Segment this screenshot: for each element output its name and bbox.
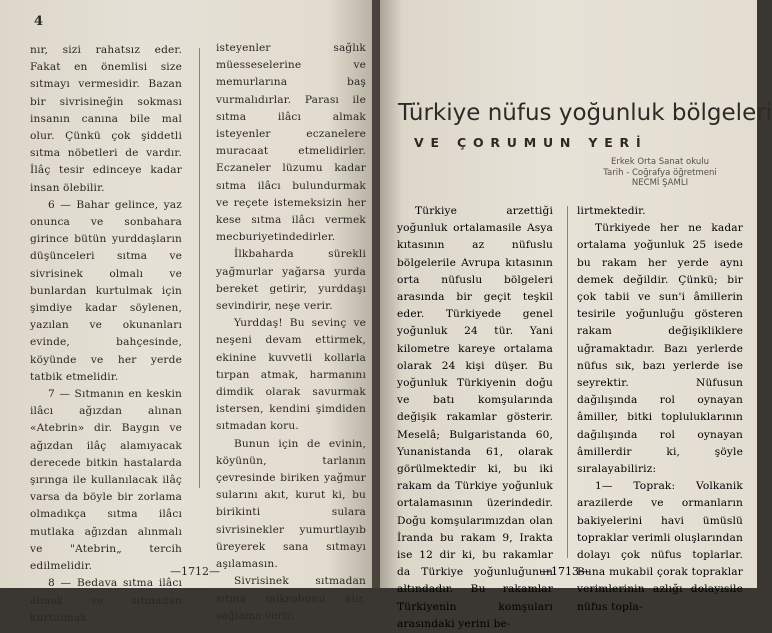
left-column-1 <box>30 42 182 627</box>
paragraph: 1— Toprak: Volkanik arazilerde ve ormanların bakiyelerini havi ümüslü topraklar verimli oluşlarından dolayı çok nüfus toplarlar. Buna mukabil çorak topraklar verimlerinin azlığı dolayısile nüfus topla- <box>577 480 743 613</box>
paragraph: Yurddaş! Bu sevinç ve neşeni devam ettirmek, ekinine kuvvetli kollarla tırpan atmak, harmanını dimdik olarak savurmak istersen, kendini şimdiden sıtmadan koru. <box>216 317 366 433</box>
paragraph: nır, sizi rahatsız eder. Fakat en önemlisi size sıtmayı vermesidir. Bazan bir sivrisineğin sokması insanın canına bile mal olur. Çünkü çok şiddetli sıtma nöbetleri de vardır. İlâç tesir edinceye kadar insan ölebilir. <box>30 44 182 194</box>
author-block <box>590 157 730 189</box>
paragraph: Sivrisinek sıtmadan sıtma mikrobunu alır, sağlama verir. <box>216 575 366 622</box>
page-footer: —1712— <box>170 565 220 578</box>
paragraph: 6 — Bahar gelince, yaz onunca ve sonbahara girince bütün yurddaşların düşünceleri sıtma ve sivrisinek olmalı ve bunlardan kurtulmak için şimdiye kadar söylenen, yazılan ve okunanları evinde, bahçesinde, köyünde ve her yerde tatbik etmelidir. <box>30 198 182 383</box>
paragraph: İlkbaharda sürekli yağmurlar yağarsa yurda bereket getirir, yurddaşı sevindirir, neşe verir. <box>216 248 366 313</box>
article-title: Türkiye nüfus yoğunluk bölgeleri <box>398 100 772 126</box>
column-divider <box>567 206 568 558</box>
paragraph: Türkiye arzettiği yoğunluk ortalamasile Asya kıtasının az nüfuslu bölgelerile Avrupa kıtasının orta nüfuslu bölgeleri arasında bir geçit teşkil eder. Türkiyede genel yoğunluk 24 tür. Yani kilometre kareye ortalama olarak 24 kişi düşer. Bu yoğunluk Türkiyenin doğu ve batı komşularında değişik rakamlar gösterir. Meselâ; Bulgaristanda 60, Yunanistanda 61, olarak görülmektedir ki, bu iki rakam da Türkiye yoğunluk ortalamasının üzerindedir. Doğu komşularımızdan olan İranda bu rakam 9, Irakta ise 12 dir ki, bu rakamlar da Türkiye yoğunluğunun altındadır. Bu rakamlar Türkiyenin komşuları arasındaki yerini be- <box>397 205 553 630</box>
left-page <box>0 0 372 624</box>
author-line: Erkek Orta Sanat okulu <box>611 157 709 167</box>
right-column-1 <box>397 203 553 633</box>
paragraph: Bunun için de evinin, köyünün, tarlanın çevresinde biriken yağmur sularını akıt, kurut ki, bu birikinti sulara sivrisinekler yumurtlayıb üreyerek sana sıtmayı aşılamasın. <box>216 437 366 571</box>
paragraph: 8 — Bedava sıtma ilâcı almak ve sıtmadan kurtulmak <box>30 577 182 624</box>
book-gutter <box>372 0 380 588</box>
page-footer: —1713— <box>540 565 590 578</box>
page-number: 4 <box>34 14 44 29</box>
author-line: Tarih - Coğrafya öğretmeni <box>603 167 717 178</box>
paragraph: lirtmektedir. <box>577 205 646 217</box>
right-column-2 <box>577 203 743 616</box>
article-subtitle: VE ÇORUMUN YERİ <box>414 135 648 150</box>
column-divider <box>199 48 200 488</box>
paragraph: isteyenler sağlık müesseselerine ve memurlarına baş vurmalıdırlar. Parası ile sıtma ilâcı almak isteyenler eczanelere muracaat etmelidirler. Eczaneler lüzumu kadar sıtma ilâcı bulundurmak ve reçete istemeksizin her kese sıtma ilâcı vermek mecburiyetindedirler. <box>216 42 366 244</box>
left-column-2 <box>216 40 366 625</box>
author-name: NECMİ ŞAMLI <box>631 178 689 188</box>
paragraph: Türkiyede her ne kadar ortalama yoğunluk 25 isede bu rakam her yerde aynı demek değildir. Çünkü; bir çok tabii ve sun'i âmillerin tesirile yoğunluğu gösteren rakam değişikliklere uğramaktadır. Bazı yerlerde nüfus sık, bazı yerlerde ise seyrektir. Nüfusun dağılışında rol oynayan âmiller, bitki topluluklarının dağılışında rol oynayan âmillerdir ki, şöyle sıralayabiliriz: <box>577 222 743 476</box>
paragraph: 7 — Sıtmanın en keskin ilâcı ağızdan alınan «Atebrin» dir. Baygın ve ağızdan ilâç alamıyacak derecede bitkin hastalarda şırınga ile kullanılacak ilâç varsa da böyle bir zorlama olmadıkça sıtma ilâcı mutlaka ağızdan alınmalı ve "Atebrin„ tercih edilmelidir. <box>30 388 182 573</box>
